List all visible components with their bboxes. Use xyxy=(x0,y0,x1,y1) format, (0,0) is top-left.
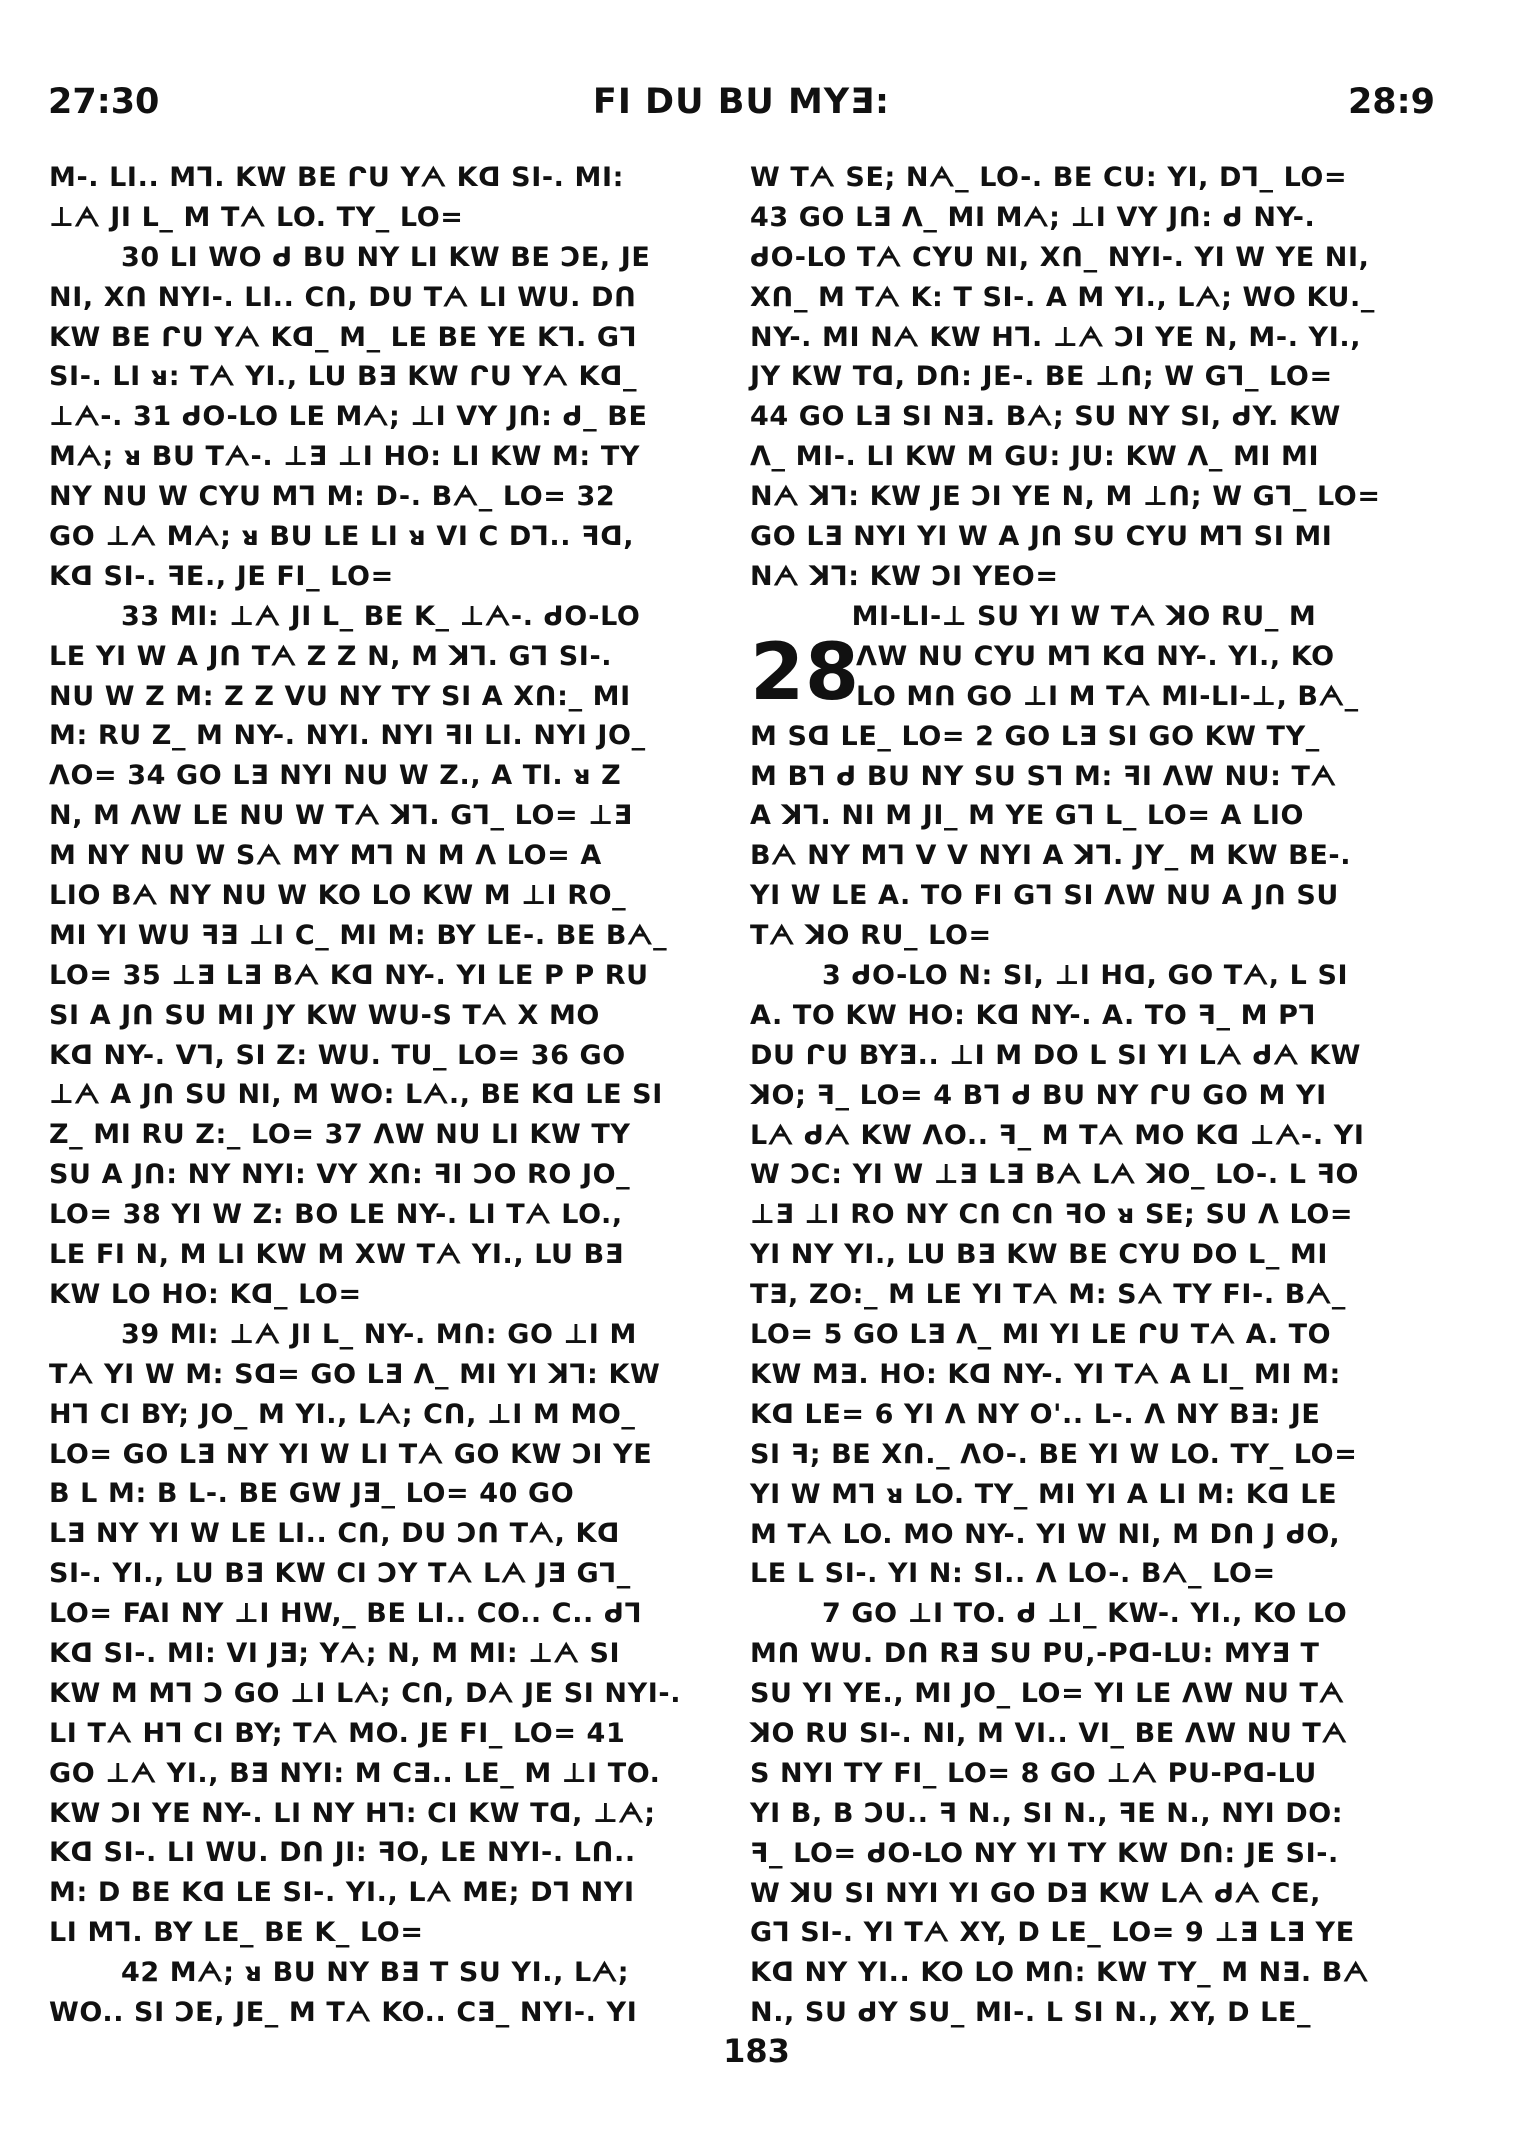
text-line: LƎ NY YI W LE LI.. Cᑎ, DU Ɔᑎ Tᗅ, Kᗡ xyxy=(49,1518,621,1550)
text-line: DU ᒋU BYƎ.. ⊥I M DO L SI YI Lᗅ ᑯᗅ KW xyxy=(750,1039,1361,1071)
text-line: GO ⊥ᗅ YI., BƎ NYI: M CƎ.. LE_ M ⊥I TO. xyxy=(49,1757,661,1789)
text-line: Tᗅ YI W M: Sᗡ= GO LƎ ᐱ_ MI YI ꓘᒣ: KW xyxy=(49,1358,661,1390)
text-line: W ꓘU SI NYI YI GO DƎ KW Lᗅ ᑯᗅ CE, xyxy=(750,1877,1321,1909)
text-line: ⊥ᗅ-. 31 ᑯO-LO LE Mᗅ; ⊥I VY Jᑎ: ᑯ_ BE xyxy=(49,401,648,433)
text-line: Kᗡ LE= 6 YI ᐱ NY O'.. L-. ᐱ NY BƎ: JE xyxy=(750,1398,1321,1430)
text-line: A. TO KW HO: Kᗡ NY-. A. TO ꟻ_ M Pᒣ xyxy=(750,999,1316,1031)
text-line: Tᗅ ꓘO RU_ LO= xyxy=(750,920,992,952)
text-line: ꓘO; ꟻ_ LO= 4 Bᒣ ᑯ BU NY ᒋU GO M YI xyxy=(750,1079,1327,1111)
text-line: 30 LI WO ᑯ BU NY LI KW BE ƆE, JE xyxy=(121,241,651,273)
text-line: MI YI WU ꟻƎ ⊥I C_ MI M: BY LE-. BE Bᗅ_ xyxy=(49,919,668,951)
text-line: M: RU Z_ M NY-. NYI. NYI ꟻI LI. NYI JO_ xyxy=(49,720,646,752)
text-line: Z_ MI RU Z:_ LO= 37 ᐱW NU LI KW TY xyxy=(49,1119,631,1151)
section-heading: MI-LI-⊥ SU YI W Tᗅ ꓘO RU_ M xyxy=(851,600,1317,632)
text-line: Mᑎ WU. Dᑎ RƎ SU PU,-Pᗡ-LU: MYƎ T xyxy=(750,1638,1320,1670)
text-line: ꟻ_ LO= ᑯO-LO NY YI TY KW Dᑎ: JE SI-. xyxy=(750,1837,1339,1869)
running-header xyxy=(48,82,1435,142)
text-line: YI W Mᒣ ᴚ LO. TY_ MI YI A LI M: Kᗡ LE xyxy=(750,1478,1338,1510)
text-line: Mᗅ; ᴚ BU Tᗅ-. ⊥Ǝ ⊥I HO: LI KW M: TY xyxy=(49,441,640,473)
text-line: ᐱ_ MI-. LI KW M GU: JU: KW ᐱ_ MI MI xyxy=(750,441,1320,473)
text-line: ⊥ᗅ JI L_ M Tᗅ LO. TY_ LO= xyxy=(49,201,464,233)
text-line: LO Mᑎ GO ⊥I M Tᗅ MI-LI-⊥, Bᗅ_ xyxy=(856,680,1359,712)
text-line: WO.. SI ƆE, JE_ M Tᗅ KO.. CƎ_ NYI-. YI xyxy=(49,1996,638,2028)
text-line: YI B, B ƆU.. ꟻ N., SI N., ꟻE N., NYI DO: xyxy=(750,1797,1344,1829)
text-line: ᐱO= 34 GO LƎ NYI NU W Z., A TI. ᴚ Z xyxy=(49,760,622,792)
text-line: Kᗡ NY-. Vᒣ, SI Z: WU. TU_ LO= 36 GO xyxy=(49,1039,626,1071)
text-line: N., SU ᑯY SU_ MI-. L SI N., XY, D LE_ xyxy=(750,1997,1312,2029)
column-right-top xyxy=(750,158,1418,597)
text-line: TƎ, ZO:_ M LE YI Tᗅ M: Sᗅ TY FI-. Bᗅ_ xyxy=(750,1279,1347,1311)
text-line: M-. LI.. Mᒣ. KW BE ᒋU Yᗅ Kᗡ SI-. MI: xyxy=(49,162,625,193)
text-line: SU YI YE., MI JO_ LO= YI LE ᐱW NU Tᗅ xyxy=(750,1678,1345,1710)
text-line: KW ƆI YE NY-. LI NY Hᒣ: CI KW Tᗡ, ⊥ᗅ; xyxy=(49,1797,656,1829)
text-line: SI A Jᑎ SU MI JY KW WU-S Tᗅ X MO xyxy=(49,999,600,1031)
header-verse-end: 28:9 xyxy=(1347,82,1435,122)
text-line: YI NY YI., LU BƎ KW BE CYU DO L_ MI xyxy=(750,1239,1329,1271)
page-number: 183 xyxy=(723,2032,790,2070)
text-line: LO= GO LƎ NY YI W LI Tᗅ GO KW ƆI YE xyxy=(49,1438,653,1470)
text-line: LO= 35 ⊥Ǝ LƎ Bᗅ Kᗡ NY-. YI LE P P RU xyxy=(49,959,649,991)
text-line: M NY NU W Sᗅ MY Mᒣ N M ᐱ LO= A xyxy=(49,840,602,872)
text-line: KW M Mᒣ Ɔ GO ⊥I Lᗅ; Cᑎ, Dᗅ JE SI NYI-. xyxy=(49,1677,682,1709)
text-line: KW LO HO: Kᗡ_ LO= xyxy=(49,1278,362,1310)
text-line: Kᗡ NY YI.. KO LO Mᑎ: KW TY_ M NƎ. Bᗅ xyxy=(750,1957,1369,1989)
text-line: N, M ᐱW LE NU W Tᗅ ꓘᒣ. Gᒣ_ LO= ⊥Ǝ xyxy=(49,800,633,832)
text-line: Lᗅ ᑯᗅ KW ᐱO.. ꟻ_ M Tᗅ MO Kᗡ ⊥ᗅ-. YI xyxy=(750,1119,1365,1151)
text-line: 43 GO LƎ ᐱ_ MI Mᗅ; ⊥I VY Jᑎ: ᑯ NY-. xyxy=(750,201,1316,233)
text-line: NI, Xᑎ NYI-. LI.. Cᑎ, DU Tᗅ LI WU. Dᑎ xyxy=(49,281,637,313)
text-line: ⊥ᗅ A Jᑎ SU NI, M WO: Lᗅ., BE Kᗡ LE SI xyxy=(49,1079,663,1111)
text-line: A ꓘᒣ. NI M JI_ M YE Gᒣ L_ LO= A LIO xyxy=(750,800,1305,832)
text-line: SU A Jᑎ: NY NYI: VY Xᑎ: ꟻI ƆO RO JO_ xyxy=(49,1159,631,1191)
text-line: 7 GO ⊥I TO. ᑯ ⊥I_ KW-. YI., KO LO xyxy=(822,1598,1348,1630)
text-line: LO= FAI NY ⊥I HW,_ BE LI.. CO.. C.. ᑯᒣ xyxy=(49,1598,643,1630)
text-line: Kᗡ SI-. ꟻE., JE FI_ LO= xyxy=(49,560,394,592)
text-line: KW MƎ. HO: Kᗡ NY-. YI Tᗅ A LI_ MI M: xyxy=(750,1358,1341,1390)
text-column-right xyxy=(750,158,1418,2029)
text-line: Gᒣ SI-. YI Tᗅ XY, D LE_ LO= 9 ⊥Ǝ LƎ YE xyxy=(750,1917,1355,1949)
text-line: M Bᒣ ᑯ BU NY SU Sᒣ M: ꟻI ᐱW NU: Tᗅ xyxy=(750,760,1337,792)
text-line: GO ⊥ᗅ Mᗅ; ᴚ BU LE LI ᴚ VI C Dᒣ.. ꟻᗡ, xyxy=(49,521,635,553)
text-line: NU W Z M: Z Z VU NY TY SI A Xᑎ:_ MI xyxy=(49,680,631,712)
chapter-start xyxy=(750,627,1418,718)
text-line: LO= 38 YI W Z: BO LE NY-. LI Tᗅ LO., xyxy=(49,1199,623,1231)
text-line: W ƆC: YI W ⊥Ǝ LƎ Bᗅ Lᗅ ꓘO_ LO-. L ꟻO xyxy=(750,1159,1360,1191)
text-line: ⊥Ǝ ⊥I RO NY Cᑎ Cᑎ ꟻO ᴚ SE; SU ᐱ LO= xyxy=(750,1199,1354,1231)
text-line: Kᗡ SI-. LI WU. Dᑎ JI: ꟻO, LE NYI-. Lᑎ.. xyxy=(49,1837,636,1869)
text-line: LE L SI-. YI N: SI.. ᐱ LO-. Bᗅ_ LO= xyxy=(750,1558,1276,1590)
text-line: M Tᗅ LO. MO NY-. YI W NI, M Dᑎ J ᑯO, xyxy=(750,1518,1341,1550)
text-line: 39 MI: ⊥ᗅ JI L_ NY-. Mᑎ: GO ⊥I M xyxy=(121,1318,637,1350)
text-line: LO= 5 GO LƎ ᐱ_ MI YI LE ᒋU Tᗅ A. TO xyxy=(750,1319,1332,1351)
text-line: M Sᗡ LE_ LO= 2 GO LƎ SI GO KW TY_ xyxy=(750,720,1320,752)
text-line: W Tᗅ SE; Nᗅ_ LO-. BE CU: YI, Dᒣ_ LO= xyxy=(750,162,1348,193)
text-line: Hᒣ CI BY; JO_ M YI., Lᗅ; Cᑎ, ⊥I M MO_ xyxy=(49,1398,636,1430)
text-line: ᐱW NU CYU Mᒣ Kᗡ NY-. YI., KO xyxy=(856,640,1335,672)
text-line: SI-. LI ᴚ: Tᗅ YI., LU BƎ KW ᒋU Yᗅ Kᗡ_ xyxy=(49,361,638,393)
text-line: 44 GO LƎ SI NƎ. Bᗅ; SU NY SI, ᑯY. KW xyxy=(750,401,1341,433)
text-line: SI ꟻ; BE Xᑎ._ ᐱO-. BE YI W LO. TY_ LO= xyxy=(750,1438,1358,1470)
text-line: M: D BE Kᗡ LE SI-. YI., Lᗅ ME; Dᒣ NYI xyxy=(49,1877,635,1909)
header-book-title: FI DU BU MYƎ: xyxy=(592,82,891,122)
chapter-number: 28 xyxy=(750,627,860,718)
text-line: Nᗅ ꓘᒣ: KW JE ƆI YE N, M ⊥ᑎ; W Gᒣ_ LO= xyxy=(750,481,1381,513)
text-line: NY NU W CYU Mᒣ M: D-. Bᗅ_ LO= 32 xyxy=(49,481,616,513)
text-column-left xyxy=(49,158,717,2028)
text-line: JY KW Tᗡ, Dᑎ: JE-. BE ⊥ᑎ; W Gᒣ_ LO= xyxy=(750,361,1333,393)
text-line: ᑯO-LO Tᗅ CYU NI, Xᑎ_ NYI-. YI W YE NI, xyxy=(750,241,1370,273)
text-line: Kᗡ SI-. MI: VI JƎ; Yᗅ; N, M MI: ⊥ᗅ SI xyxy=(49,1637,621,1669)
text-line: LE FI N, M LI KW M XW Tᗅ YI., LU BƎ xyxy=(49,1239,624,1271)
text-line: LI Tᗅ Hᒣ CI BY; Tᗅ MO. JE FI_ LO= 41 xyxy=(49,1717,626,1749)
text-line: 42 Mᗅ; ᴚ BU NY BƎ T SU YI., Lᗅ; xyxy=(121,1957,630,1989)
text-line: LIO Bᗅ NY NU W KO LO KW M ⊥I RO_ xyxy=(49,880,627,912)
text-line: Bᗅ NY Mᒣ V V NYI A ꓘᒣ. JY_ M KW BE-. xyxy=(750,840,1352,872)
text-line: ꓘO RU SI-. NI, M VI.. VI_ BE ᐱW NU Tᗅ xyxy=(750,1717,1348,1749)
text-line: GO LƎ NYI YI W A Jᑎ SU CYU Mᒣ SI MI xyxy=(750,521,1333,553)
text-line: 3 ᑯO-LO N: SI, ⊥I Hᗡ, GO Tᗅ, L SI xyxy=(822,960,1349,992)
column-right-bottom xyxy=(750,717,1418,2033)
text-line: YI W LE A. TO FI Gᒣ SI ᐱW NU A Jᑎ SU xyxy=(750,880,1339,912)
text-line: KW BE ᒋU Yᗅ Kᗡ_ M_ LE BE YE Kᒣ. Gᒣ xyxy=(49,321,638,353)
text-line: SI-. YI., LU BƎ KW CI ƆY Tᗅ Lᗅ JƎ Gᒣ_ xyxy=(49,1558,631,1590)
text-line: B L M: B L-. BE GW JƎ_ LO= 40 GO xyxy=(49,1478,575,1510)
text-line: 33 MI: ⊥ᗅ JI L_ BE K_ ⊥ᗅ-. ᑯO-LO xyxy=(121,600,641,632)
text-line: LE YI W A Jᑎ Tᗅ Z Z N, M ꓘᒣ. Gᒣ SI-. xyxy=(49,640,613,672)
text-line: Xᑎ_ M Tᗅ K: T SI-. A M YI., Lᗅ; WO KU._ xyxy=(750,281,1375,313)
header-verse-start: 27:30 xyxy=(48,82,160,122)
text-line: NY-. MI Nᗅ KW Hᒣ. ⊥ᗅ ƆI YE N, M-. YI., xyxy=(750,321,1362,353)
text-line: S NYI TY FI_ LO= 8 GO ⊥ᗅ PU-Pᗡ-LU xyxy=(750,1757,1317,1789)
text-line: Nᗅ ꓘᒣ: KW ƆI YEO= xyxy=(750,560,1059,592)
text-line: LI Mᒣ. BY LE_ BE K_ LO= xyxy=(49,1917,424,1949)
